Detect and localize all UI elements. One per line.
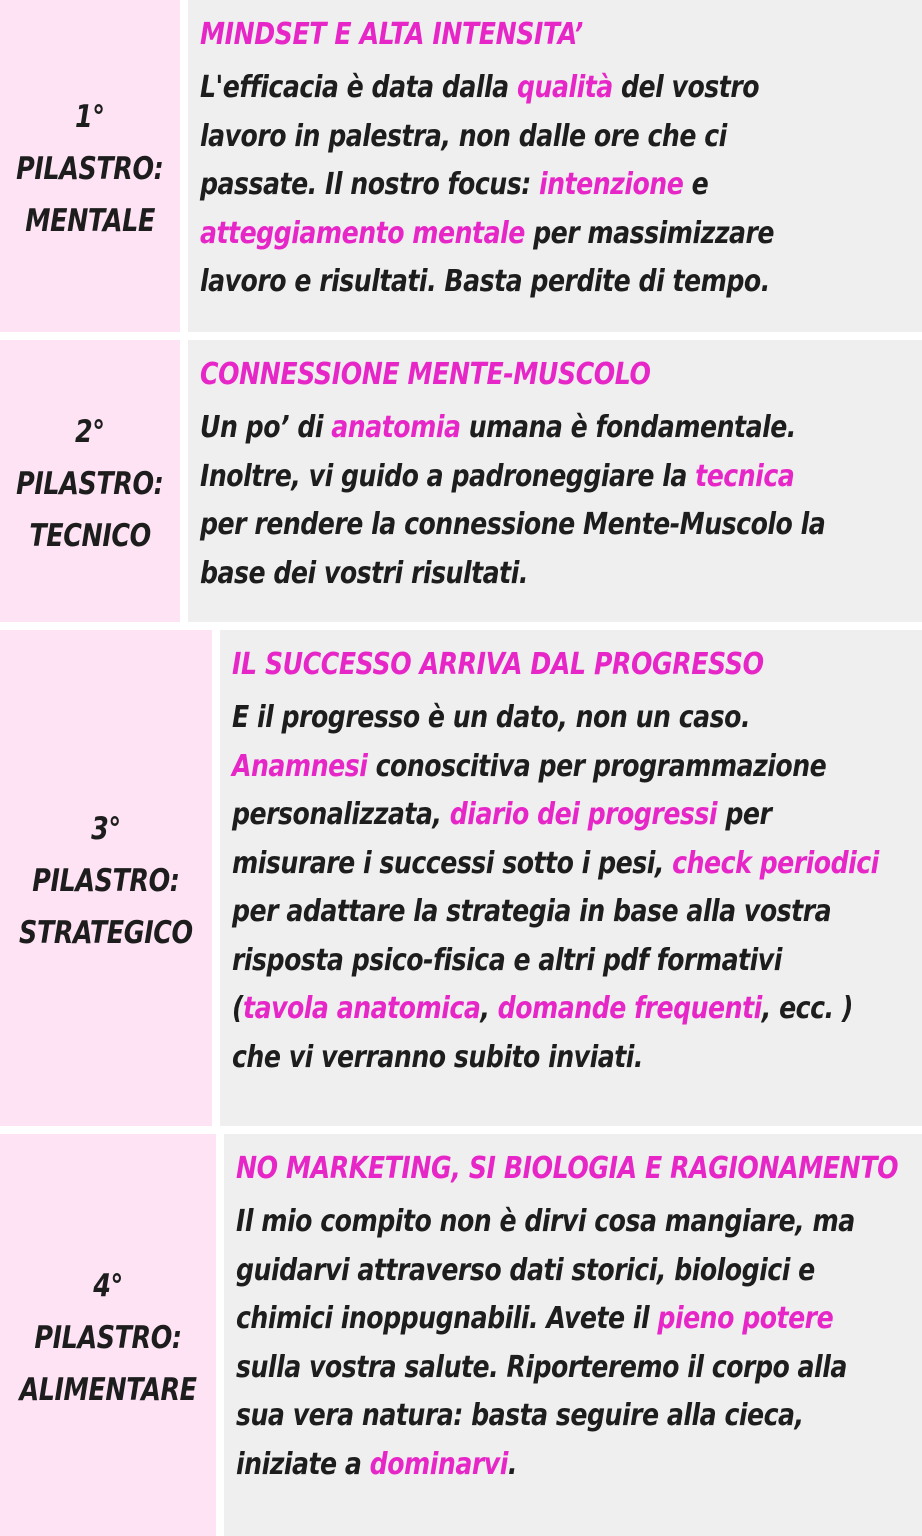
text-line	[232, 985, 896, 1034]
text-segment: passate. Il nostro focus:	[199, 167, 539, 202]
text-line	[200, 501, 864, 550]
pillar-label-cell	[0, 340, 180, 622]
text-segment: L'efficacia è data dalla	[199, 70, 517, 105]
text-segment: umana è fondamentale.	[460, 410, 796, 445]
pillar-category: ALIMENTARE	[19, 1372, 197, 1408]
pillar-label-cell	[0, 1134, 216, 1536]
text-segment: per	[716, 797, 772, 832]
pillar-description	[200, 64, 864, 307]
text-segment: per massimizzare	[524, 215, 774, 251]
text-line	[232, 694, 896, 743]
highlighted-keyword: Anamnesi	[231, 748, 368, 784]
text-segment: conoscitiva per programmazione	[367, 748, 827, 784]
pillar-category: STRATEGICO	[19, 915, 193, 951]
text-line	[200, 404, 864, 453]
pillar-content-cell	[220, 630, 922, 1126]
text-segment: ,	[480, 991, 498, 1026]
pillar-content-cell	[188, 340, 922, 622]
text-line	[236, 1295, 900, 1344]
text-line	[236, 1441, 900, 1490]
text-line	[200, 210, 864, 259]
highlighted-keyword: anatomia	[330, 410, 461, 445]
highlighted-keyword: domande frequenti	[497, 991, 762, 1026]
text-line	[200, 64, 864, 113]
pillar-label-cell	[0, 630, 212, 1126]
text-segment: guidarvi attraverso dati storici, biologici e	[236, 1252, 815, 1288]
pillar-heading: CONNESSIONE MENTE-MUSCOLO	[199, 357, 651, 392]
text-line	[232, 743, 896, 792]
pillar-row-1	[0, 0, 922, 340]
text-segment: e	[682, 167, 708, 202]
text-line	[200, 453, 864, 502]
pillar-row-4	[0, 1134, 922, 1536]
pillar-number: 3° PILASTRO:	[32, 811, 180, 899]
text-line	[236, 1392, 900, 1441]
highlighted-keyword: tecnica	[694, 458, 794, 494]
text-line	[200, 258, 864, 307]
pillar-row-2	[0, 340, 922, 630]
pillar-heading: MINDSET E ALTA INTENSITA’	[199, 17, 583, 52]
highlighted-keyword: diario dei progressi	[449, 797, 717, 832]
text-segment: .	[507, 1446, 517, 1482]
text-segment: che vi verranno subito inviati.	[231, 1039, 643, 1075]
pillar-content-cell	[224, 1134, 922, 1536]
highlighted-keyword: qualità	[516, 70, 613, 105]
text-segment: per rendere la connessione Mente-Muscolo la	[199, 507, 825, 542]
text-line	[232, 888, 896, 937]
text-segment: per adattare la strategia in base alla vostra	[231, 894, 831, 929]
text-segment: Il mio compito non è dirvi cosa mangiare, ma	[236, 1204, 855, 1239]
text-line	[200, 161, 864, 210]
highlighted-keyword: atteggiamento mentale	[199, 215, 525, 251]
text-segment: personalizzata,	[231, 797, 450, 832]
text-segment: del vostro	[612, 70, 759, 105]
pillar-heading: NO MARKETING, SI BIOLOGIA E RAGIONAMENTO	[236, 1151, 899, 1186]
text-segment: , ecc. )	[761, 991, 853, 1026]
pillar-description	[200, 404, 864, 598]
highlighted-keyword: tavola anatomica	[242, 991, 481, 1026]
text-segment: Inoltre, vi guido a padroneggiare la	[199, 458, 695, 494]
text-segment: chimici inoppugnabili. Avete il	[236, 1301, 658, 1336]
pillar-number: 4° PILASTRO:	[34, 1268, 182, 1356]
pillar-heading: IL SUCCESSO ARRIVA DAL PROGRESSO	[231, 647, 764, 682]
text-segment: risposta psico-fisica e altri pdf formativi	[231, 942, 782, 978]
pillar-label-cell	[0, 0, 180, 332]
text-line	[236, 1344, 900, 1393]
text-line	[200, 550, 864, 599]
pillar-description	[232, 694, 896, 1082]
text-segment: iniziate a	[236, 1446, 370, 1482]
pillar-number: 2° PILASTRO:	[16, 414, 164, 502]
text-line	[232, 937, 896, 986]
highlighted-keyword: pieno potere	[657, 1301, 834, 1336]
text-line	[232, 840, 896, 889]
text-segment: lavoro in palestra, non dalle ore che ci	[199, 118, 727, 154]
text-line	[232, 791, 896, 840]
pillar-row-3	[0, 630, 922, 1134]
text-segment: base dei vostri risultati.	[199, 555, 528, 591]
highlighted-keyword: intenzione	[538, 167, 683, 202]
pillar-number: 1° PILASTRO:	[16, 99, 164, 187]
pillar-category: TECNICO	[29, 518, 151, 554]
text-line	[200, 113, 864, 162]
text-line	[232, 1034, 896, 1083]
pillar-category: MENTALE	[24, 203, 155, 239]
text-segment: sua vera natura: basta seguire alla cieca,	[236, 1398, 804, 1433]
text-segment: lavoro e risultati. Basta perdite di tempo.	[199, 264, 770, 299]
text-line	[236, 1247, 900, 1296]
text-segment: Un po’ di	[199, 410, 331, 445]
pillar-content-cell	[188, 0, 922, 332]
text-segment: E il progresso è un dato, non un caso.	[231, 700, 750, 735]
text-segment: sulla vostra salute. Riporteremo il corpo alla	[236, 1349, 847, 1385]
highlighted-keyword: check periodici	[671, 845, 879, 881]
highlighted-keyword: dominarvi	[369, 1446, 508, 1482]
text-segment: misurare i successi sotto i pesi,	[231, 845, 672, 881]
text-segment: (	[231, 991, 243, 1026]
text-line	[236, 1198, 900, 1247]
pillar-description	[236, 1198, 900, 1489]
